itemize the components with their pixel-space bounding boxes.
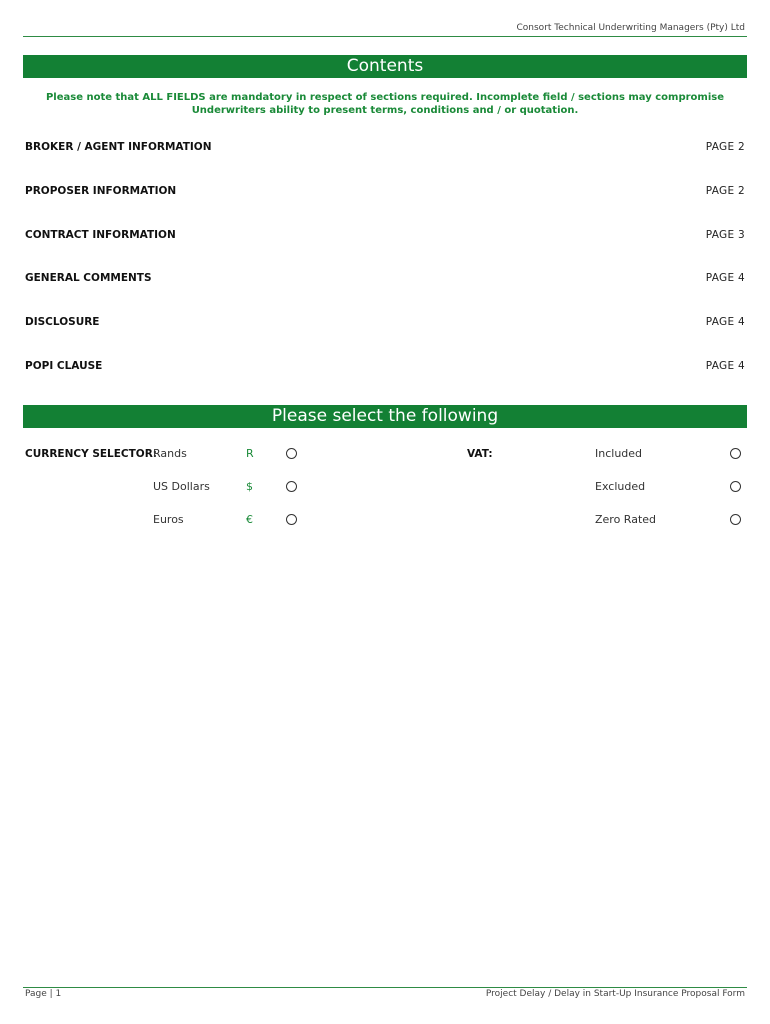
currency-radio-rands[interactable] xyxy=(286,448,297,459)
vat-option-label: Excluded xyxy=(595,480,646,493)
vat-option-label: Zero Rated xyxy=(595,513,657,526)
toc-row-broker[interactable] xyxy=(25,141,745,157)
mandatory-fields-note: Please note that ALL FIELDS are mandatory in respect of sections required. Incomplete field / sections may compromise Underwriters ability to present terms, conditions and / or quotation. xyxy=(45,92,725,116)
toc-title: DISCLOSURE xyxy=(25,316,100,328)
contents-heading: Contents xyxy=(23,55,747,78)
toc-row-general-comments[interactable] xyxy=(25,272,745,288)
toc-page: PAGE 4 xyxy=(705,272,745,284)
currency-symbol: $ xyxy=(246,480,253,493)
header-divider xyxy=(23,36,747,37)
toc-page: PAGE 2 xyxy=(705,185,745,197)
vat-option-label: Included xyxy=(595,447,643,460)
toc-page: PAGE 4 xyxy=(705,360,745,372)
currency-radio-us-dollars[interactable] xyxy=(286,481,297,492)
currency-symbol: R xyxy=(246,447,254,460)
toc-title: CONTRACT INFORMATION xyxy=(25,229,176,241)
vat-radio-included[interactable] xyxy=(730,448,741,459)
toc-row-contract[interactable] xyxy=(25,229,745,245)
currency-symbol: € xyxy=(246,513,253,526)
toc-title: PROPOSER INFORMATION xyxy=(25,185,177,197)
toc-title: POPI CLAUSE xyxy=(25,360,103,372)
vat-label: VAT: xyxy=(467,448,493,460)
currency-radio-euros[interactable] xyxy=(286,514,297,525)
currency-option-label: US Dollars xyxy=(153,480,210,493)
footer-divider xyxy=(23,987,747,988)
selection-heading: Please select the following xyxy=(23,405,747,428)
toc-page: PAGE 3 xyxy=(705,229,745,241)
currency-option-label: Euros xyxy=(153,513,184,526)
vat-radio-excluded[interactable] xyxy=(730,481,741,492)
toc-row-popi-clause[interactable] xyxy=(25,360,745,376)
currency-selector-label: CURRENCY SELECTOR: xyxy=(25,448,158,460)
toc-row-disclosure[interactable] xyxy=(25,316,745,332)
header-company-name: Consort Technical Underwriting Managers (Pty) Ltd xyxy=(516,23,745,33)
toc-page: PAGE 2 xyxy=(705,141,745,153)
page-number: Page | 1 xyxy=(25,989,62,999)
form-title: Project Delay / Delay in Start-Up Insurance Proposal Form xyxy=(485,989,745,999)
currency-option-label: Rands xyxy=(153,447,187,460)
toc-title: GENERAL COMMENTS xyxy=(25,272,152,284)
toc-title: BROKER / AGENT INFORMATION xyxy=(25,141,212,153)
vat-radio-zero-rated[interactable] xyxy=(730,514,741,525)
toc-page: PAGE 4 xyxy=(705,316,745,328)
toc-row-proposer[interactable] xyxy=(25,185,745,201)
